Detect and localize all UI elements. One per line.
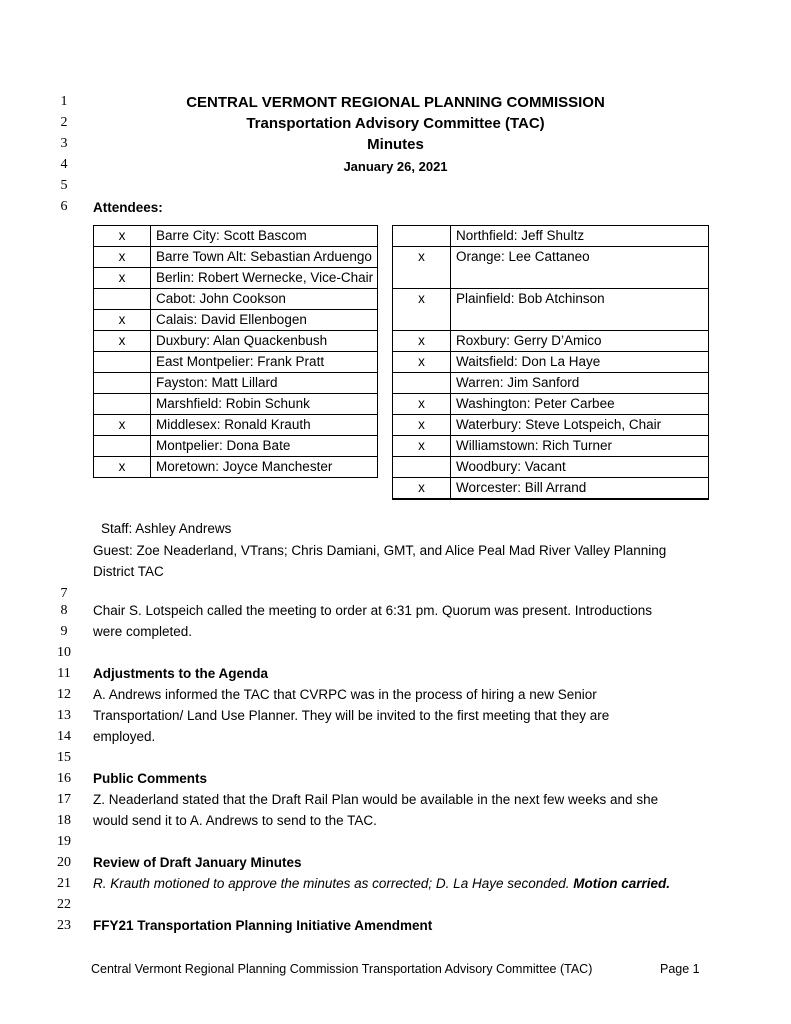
table-row [94,247,378,268]
attendance-mark [393,499,451,500]
line-number: 23 [57,918,71,933]
attendance-mark: x [393,394,451,415]
public-comments-heading: Public Comments [93,771,208,786]
agenda-text-continued: Transportation/ Land Use Planner. They will be invited to the first meeting that they are [93,708,610,723]
line-number: 21 [57,876,71,891]
page-number: Page 1 [660,962,700,976]
table-row [393,247,709,289]
document-type: Minutes [367,136,424,153]
attendee-name: Washington: Peter Carbee [451,394,709,415]
table-row [393,352,709,373]
public-comments-text: Z. Neaderland stated that the Draft Rail Plan would be available in the next few weeks and she [93,792,659,807]
table-row [393,478,709,499]
review-motion-line [93,874,670,894]
attendance-mark: x [393,352,451,373]
attendance-mark [94,289,151,310]
attendance-mark: x [94,457,151,478]
table-row [94,352,378,373]
attendance-mark [393,373,451,394]
table-row [94,268,378,289]
table-row [393,394,709,415]
attendee-name: Northfield: Jeff Shultz [451,226,709,247]
attendee-name: Worcester: Bill Arrand [451,478,709,499]
table-row [94,331,378,352]
line-number: 6 [60,199,68,214]
guest-line-continued: District TAC [93,564,164,579]
attendee-name: Duxbury: Alan Quackenbush [151,331,378,352]
call-to-order-text-continued: were completed. [93,624,193,639]
table-row [94,436,378,457]
attendance-mark: x [94,331,151,352]
attendee-name: Williamstown: Rich Turner [451,436,709,457]
line-number: 11 [57,666,71,681]
table-row [94,415,378,436]
guest-line: Guest: Zoe Neaderland, VTrans; Chris Damiani, GMT, and Alice Peal Mad River Valley Planning [93,543,667,558]
attendance-mark: x [94,226,151,247]
line-number: 2 [60,115,68,130]
line-number: 7 [60,586,68,601]
line-number: 3 [60,136,68,151]
attendance-mark: x [393,247,451,289]
attendance-mark [94,394,151,415]
table-row [94,226,378,247]
line-number: 16 [57,771,71,786]
line-number: 10 [57,645,71,660]
line-number: 9 [60,624,68,639]
table-row [94,373,378,394]
meeting-date: January 26, 2021 [343,159,448,174]
line-number: 18 [57,813,71,828]
table-row [94,457,378,478]
table-row [94,310,378,331]
attendees-table-right [392,225,709,500]
attendance-mark [393,226,451,247]
attendance-mark: x [393,331,451,352]
attendance-mark: x [393,415,451,436]
attendee-name: Waterbury: Steve Lotspeich, Chair [451,415,709,436]
public-comments-text-continued: would send it to A. Andrews to send to the TAC. [93,813,377,828]
agenda-heading: Adjustments to the Agenda [93,666,269,681]
table-row [393,457,709,478]
attendance-mark: x [94,268,151,289]
attendee-name: East Montpelier: Frank Pratt [151,352,378,373]
line-number: 22 [57,897,71,912]
table-row [393,499,709,500]
staff-line: Staff: Ashley Andrews [101,521,232,536]
table-row [393,415,709,436]
attendance-mark: x [393,478,451,499]
attendee-name: Marshfield: Robin Schunk [151,394,378,415]
line-number: 13 [57,708,71,723]
agenda-text: A. Andrews informed the TAC that CVRPC was in the process of hiring a new Senior [93,687,597,702]
line-number: 5 [60,178,68,193]
motion-result: Motion carried. [573,876,671,891]
attendee-name: Berlin: Robert Wernecke, Vice-Chair [151,268,378,289]
line-number: 14 [57,729,71,744]
line-number: 15 [57,750,71,765]
attendance-mark [94,373,151,394]
line-number: 17 [57,792,71,807]
ffy21-heading: FFY21 Transportation Planning Initiative Amendment [93,918,433,933]
table-row [393,436,709,457]
table-row [393,289,709,331]
attendance-mark [94,352,151,373]
footer-text: Central Vermont Regional Planning Commission Transportation Advisory Committee (TAC) [91,962,593,976]
attendance-mark [393,457,451,478]
line-number: 1 [60,94,68,109]
attendance-mark [94,436,151,457]
table-row [94,394,378,415]
agenda-text-end: employed. [93,729,156,744]
table-row [393,226,709,247]
line-number: 8 [60,603,68,618]
attendance-mark: x [94,247,151,268]
table-row [94,289,378,310]
attendee-name: Calais: David Ellenbogen [151,310,378,331]
attendee-name [451,499,709,500]
line-number: 19 [57,834,71,849]
attendee-name: Woodbury: Vacant [451,457,709,478]
attendee-name: Fayston: Matt Lillard [151,373,378,394]
table-row [393,331,709,352]
attendee-name: Waitsfield: Don La Haye [451,352,709,373]
review-minutes-heading: Review of Draft January Minutes [93,855,302,870]
committee-title: Transportation Advisory Committee (TAC) [246,115,545,132]
attendee-name: Orange: Lee Cattaneo [451,247,709,289]
attendee-name: Plainfield: Bob Atchinson [451,289,709,331]
attendance-mark: x [94,415,151,436]
line-number: 12 [57,687,71,702]
attendee-name: Barre City: Scott Bascom [151,226,378,247]
org-title: CENTRAL VERMONT REGIONAL PLANNING COMMISSION [186,94,605,111]
line-number: 20 [57,855,71,870]
line-number: 4 [60,157,68,172]
attendance-mark: x [393,289,451,331]
motion-text: R. Krauth motioned to approve the minutes as corrected; D. La Haye seconded. [93,876,570,891]
attendance-mark: x [94,310,151,331]
attendee-name: Barre Town Alt: Sebastian Arduengo [151,247,378,268]
attendees-heading: Attendees: [93,200,163,215]
attendee-name: Middlesex: Ronald Krauth [151,415,378,436]
attendee-name: Roxbury: Gerry D’Amico [451,331,709,352]
attendee-name: Moretown: Joyce Manchester [151,457,378,478]
attendee-name: Montpelier: Dona Bate [151,436,378,457]
table-row [393,373,709,394]
attendees-table-left [93,225,378,478]
attendee-name: Warren: Jim Sanford [451,373,709,394]
call-to-order-text: Chair S. Lotspeich called the meeting to order at 6:31 pm. Quorum was present. Introductions [93,603,653,618]
attendee-name: Cabot: John Cookson [151,289,378,310]
attendance-mark: x [393,436,451,457]
